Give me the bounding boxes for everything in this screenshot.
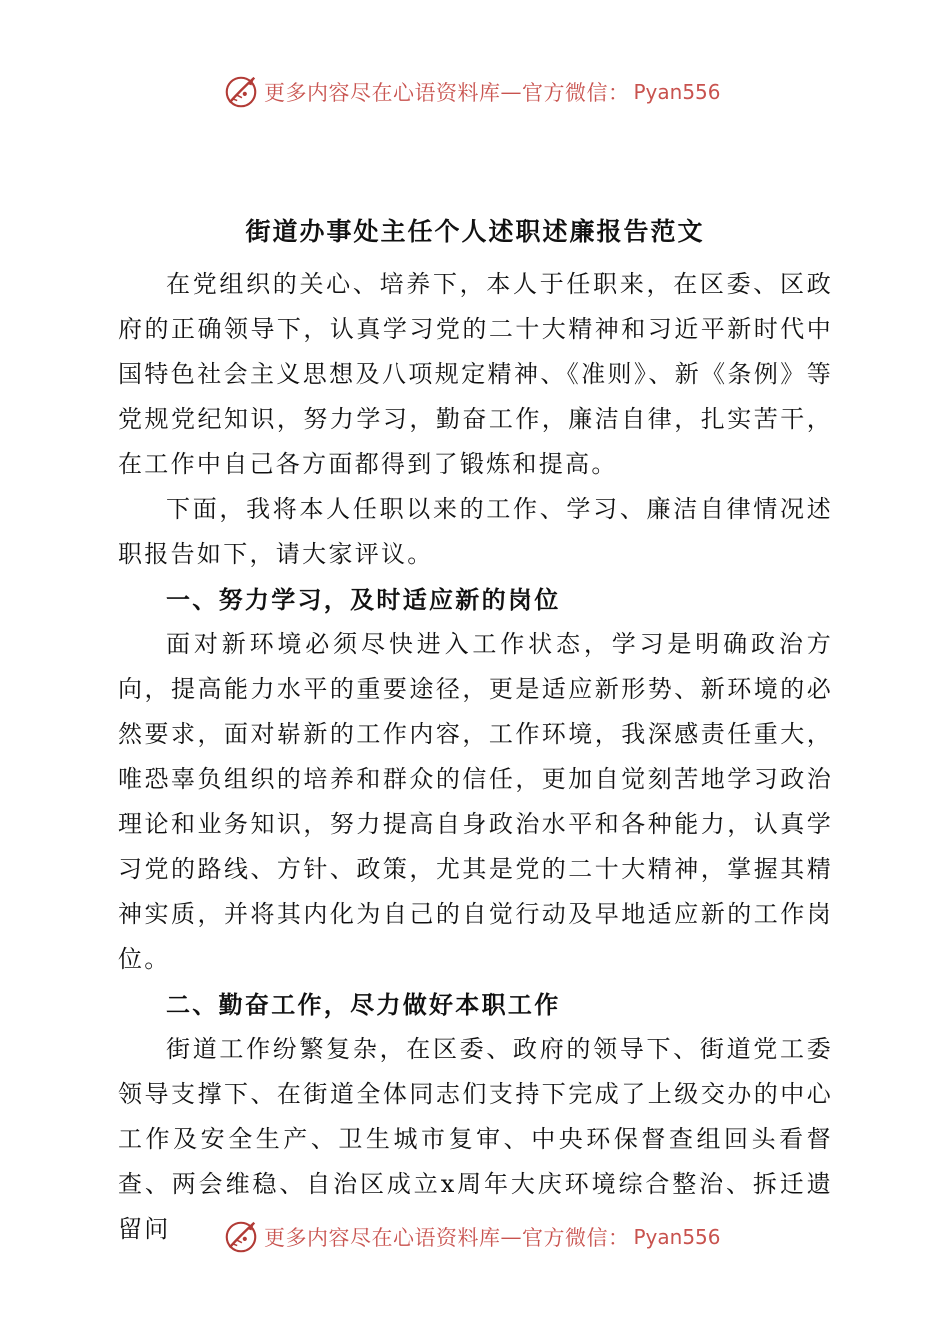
banner-separator: —: [500, 80, 522, 104]
banner-contact-label: 官方微信：: [522, 81, 630, 105]
footer-watermark-banner: [222, 1217, 721, 1257]
header-watermark-banner: [222, 72, 721, 112]
document-body: [118, 262, 833, 1252]
banner-contact-id: Pyan556: [633, 80, 721, 104]
quill-seal-logo-icon: [222, 73, 260, 111]
banner-contact-label: 官方微信：: [522, 1226, 630, 1250]
paragraph: 在党组织的关心、培养下，本人于任职来，在区委、区政府的正确领导下，认真学习党的二十大精神和习近平新时代中国特色社会主义思想及八项规定精神、《准则》、新《条例》等党规党纪知识，努力学习，勤奋工作，廉洁自律，扎实苦干，在工作中自己各方面都得到了锻炼和提高。: [118, 270, 833, 478]
banner-separator: —: [500, 1225, 522, 1249]
paragraph: 下面，我将本人任职以来的工作、学习、廉洁自律情况述职报告如下，请大家评议。: [118, 495, 833, 568]
banner-main-text: 更多内容尽在心语资料库: [264, 1226, 501, 1250]
section-heading: 一、努力学习，及时适应新的岗位: [166, 585, 561, 614]
banner-contact-id: Pyan556: [633, 1225, 721, 1249]
paragraph: 面对新环境必须尽快进入工作状态，学习是明确政治方向，提高能力水平的重要途径，更是适应新形势、新环境的必然要求，面对崭新的工作内容，工作环境，我深感责任重大，唯恐辜负组织的培养和群众的信任，更加自觉刻苦地学习政治理论和业务知识，努力提高自身政治水平和各种能力，认真学习党的路线、方针、政策，尤其是党的二十大精神，掌握其精神实质，并将其内化为自己的自觉行动及早地适应新的工作岗位。: [118, 630, 833, 973]
document-title: 街道办事处主任个人述职述廉报告范文: [245, 217, 705, 246]
section-heading: 二、勤奋工作，尽力做好本职工作: [166, 990, 561, 1019]
banner-main-text: 更多内容尽在心语资料库: [264, 81, 501, 105]
quill-seal-logo-icon: [222, 1218, 260, 1256]
paragraph: 街道工作纷繁复杂，在区委、政府的领导下、街道党工委领导支撑下、在街道全体同志们支持下完成了上级交办的中心工作及安全生产、卫生城市复审、中央环保督查组回头看督查、两会维稳、自治区成立x周年大庆环境综合整治、拆迁遗留问: [118, 1035, 833, 1243]
